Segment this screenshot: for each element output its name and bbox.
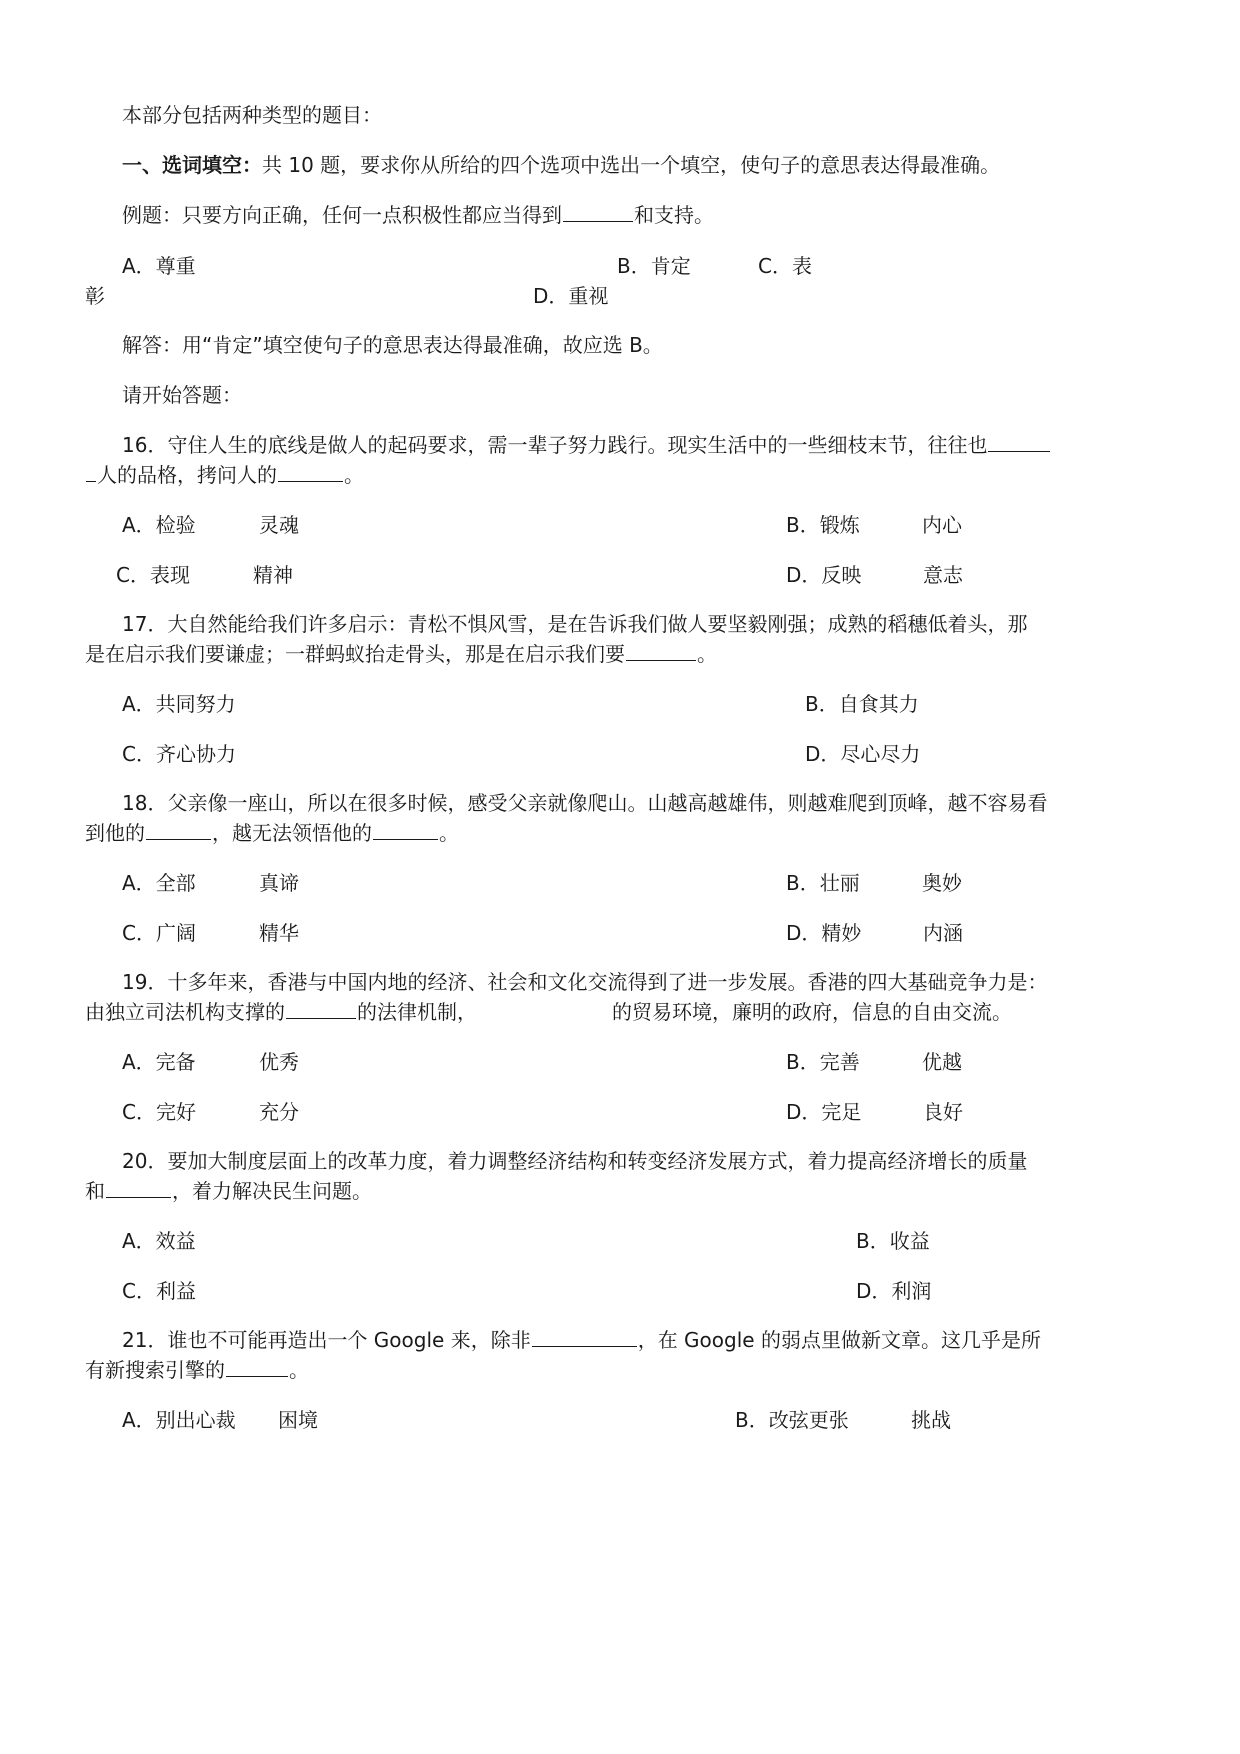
section-heading — [122, 150, 1000, 180]
section-title: 一、选词填空： — [122, 153, 262, 177]
q17-option-a: A．共同努力 — [122, 692, 236, 716]
q16-option-d-word2: 意志 — [923, 563, 963, 587]
q17-option-d: D．尽心尽力 — [805, 742, 921, 766]
q16-option-a: A．检验 — [122, 513, 196, 537]
answer-blank — [373, 819, 438, 840]
q19-option-d: D．完足 — [786, 1100, 862, 1124]
example-option-b: B．肯定 — [617, 254, 691, 278]
q19-option-a: A．完备 — [122, 1050, 196, 1074]
question-19-text-3: 的法律机制， — [357, 1000, 477, 1024]
example-stem-text: 例题：只要方向正确，任何一点积极性都应当得到 — [122, 203, 562, 227]
q19-option-b-word2: 优越 — [922, 1050, 962, 1074]
question-20-text-end: ，着力解决民生问题。 — [172, 1179, 372, 1203]
q18-option-b-word2: 奥妙 — [922, 871, 962, 895]
intro-text: 本部分包括两种类型的题目： — [122, 103, 382, 127]
q16-option-b: B．锻炼 — [786, 513, 860, 537]
question-19-line-2 — [85, 997, 1012, 1027]
q20-option-b: B．收益 — [856, 1229, 930, 1253]
q18-option-d-word2: 内涵 — [923, 921, 963, 945]
q21-option-b: B．改弦更张 — [735, 1408, 849, 1432]
example-stem — [122, 200, 714, 230]
question-19-text-2: 由独立司法机构支撑的 — [85, 1000, 285, 1024]
q16-option-d: D．反映 — [786, 563, 862, 587]
question-20-line-2 — [85, 1176, 372, 1206]
q21-option-b-word2: 挑战 — [911, 1408, 951, 1432]
q19-option-d-word2: 良好 — [923, 1100, 963, 1124]
question-21-line-1 — [122, 1325, 1041, 1355]
answer-blank — [988, 431, 1050, 452]
q16-option-c: C．表现 — [116, 563, 190, 587]
question-21-text-3: 有新搜索引擎的 — [85, 1358, 225, 1382]
answer-blank — [278, 461, 343, 482]
answer-blank — [226, 1356, 288, 1377]
q18-option-d: D．精妙 — [786, 921, 862, 945]
example-option-c-wrap: 彰 — [85, 284, 105, 308]
start-prompt: 请开始答题： — [122, 383, 242, 407]
question-16-text-2: 人的品格，拷问人的 — [97, 463, 277, 487]
example-answer: 解答：用“肯定”填空使句子的意思表达得最准确，故应选 B。 — [122, 333, 663, 357]
question-18-text-end: 。 — [439, 821, 459, 845]
q18-option-c-word2: 精华 — [259, 921, 299, 945]
q21-option-a-word2: 困境 — [278, 1408, 318, 1432]
example-option-c: C．表 — [758, 254, 812, 278]
question-17-text-2: 是在启示我们要谦虚；一群蚂蚁抬走骨头，那是在启示我们要 — [85, 642, 625, 666]
question-18-line-2 — [85, 818, 459, 848]
question-17-line-2 — [85, 639, 717, 669]
q19-option-a-word2: 优秀 — [259, 1050, 299, 1074]
question-19-line-1: 19．十多年来，香港与中国内地的经济、社会和文化交流得到了进一步发展。香港的四大基础竞争力是： — [122, 970, 1048, 994]
section-description: 共 10 题，要求你从所给的四个选项中选出一个填空，使句子的意思表达得最准确。 — [262, 153, 1001, 177]
question-16-line-1 — [122, 430, 1051, 460]
answer-blank — [626, 640, 696, 661]
question-21-text-2: ，在 Google 的弱点里做新文章。这几乎是所 — [637, 1328, 1041, 1352]
question-18-text-2: 到他的 — [85, 821, 145, 845]
question-17-text-end: 。 — [697, 642, 717, 666]
q17-option-c: C．齐心协力 — [122, 742, 236, 766]
question-16-line-2 — [85, 460, 364, 490]
question-17-line-1: 17．大自然能给我们许多启示：青松不惧风雪，是在告诉我们做人要坚毅刚强；成熟的稻穗低着头，那 — [122, 612, 1028, 636]
q16-option-a-word2: 灵魂 — [259, 513, 299, 537]
question-18-text-3: ，越无法领悟他的 — [212, 821, 372, 845]
question-16-text-end: 。 — [344, 463, 364, 487]
q18-option-c: C．广阔 — [122, 921, 196, 945]
answer-blank — [106, 1177, 171, 1198]
q18-option-b: B．壮丽 — [786, 871, 860, 895]
answer-blank-tail — [86, 461, 96, 482]
answer-blank — [532, 1326, 637, 1347]
question-19-text-4: 的贸易环境，廉明的政府，信息的自由交流。 — [612, 1000, 1012, 1024]
q16-option-b-word2: 内心 — [922, 513, 962, 537]
question-21-line-2 — [85, 1355, 309, 1385]
q16-option-c-word2: 精神 — [253, 563, 293, 587]
answer-blank — [146, 819, 211, 840]
question-21-text-end: 。 — [289, 1358, 309, 1382]
question-20-text-2: 和 — [85, 1179, 105, 1203]
q18-option-a-word2: 真谛 — [259, 871, 299, 895]
q21-option-a: A．别出心裁 — [122, 1408, 236, 1432]
example-stem-end: 和支持。 — [634, 203, 714, 227]
answer-blank — [563, 201, 633, 222]
question-16-text: 16．守住人生的底线是做人的起码要求，需一辈子努力践行。现实生活中的一些细枝末节，往往也 — [122, 433, 988, 457]
q18-option-a: A．全部 — [122, 871, 196, 895]
q19-option-c: C．完好 — [122, 1100, 196, 1124]
q20-option-d: D．利润 — [856, 1279, 932, 1303]
q20-option-c: C．利益 — [122, 1279, 196, 1303]
example-option-a: A．尊重 — [122, 254, 196, 278]
q19-option-b: B．完善 — [786, 1050, 860, 1074]
answer-blank — [286, 998, 356, 1019]
question-21-text: 21．谁也不可能再造出一个 Google 来，除非 — [122, 1328, 531, 1352]
question-20-line-1: 20．要加大制度层面上的改革力度，着力调整经济结构和转变经济发展方式，着力提高经济增长的质量 — [122, 1149, 1028, 1173]
example-option-d: D．重视 — [533, 284, 609, 308]
question-18-line-1: 18．父亲像一座山，所以在很多时候，感受父亲就像爬山。山越高越雄伟，则越难爬到顶峰，越不容易看 — [122, 791, 1048, 815]
q17-option-b: B．自食其力 — [805, 692, 919, 716]
q19-option-c-word2: 充分 — [259, 1100, 299, 1124]
q20-option-a: A．效益 — [122, 1229, 196, 1253]
